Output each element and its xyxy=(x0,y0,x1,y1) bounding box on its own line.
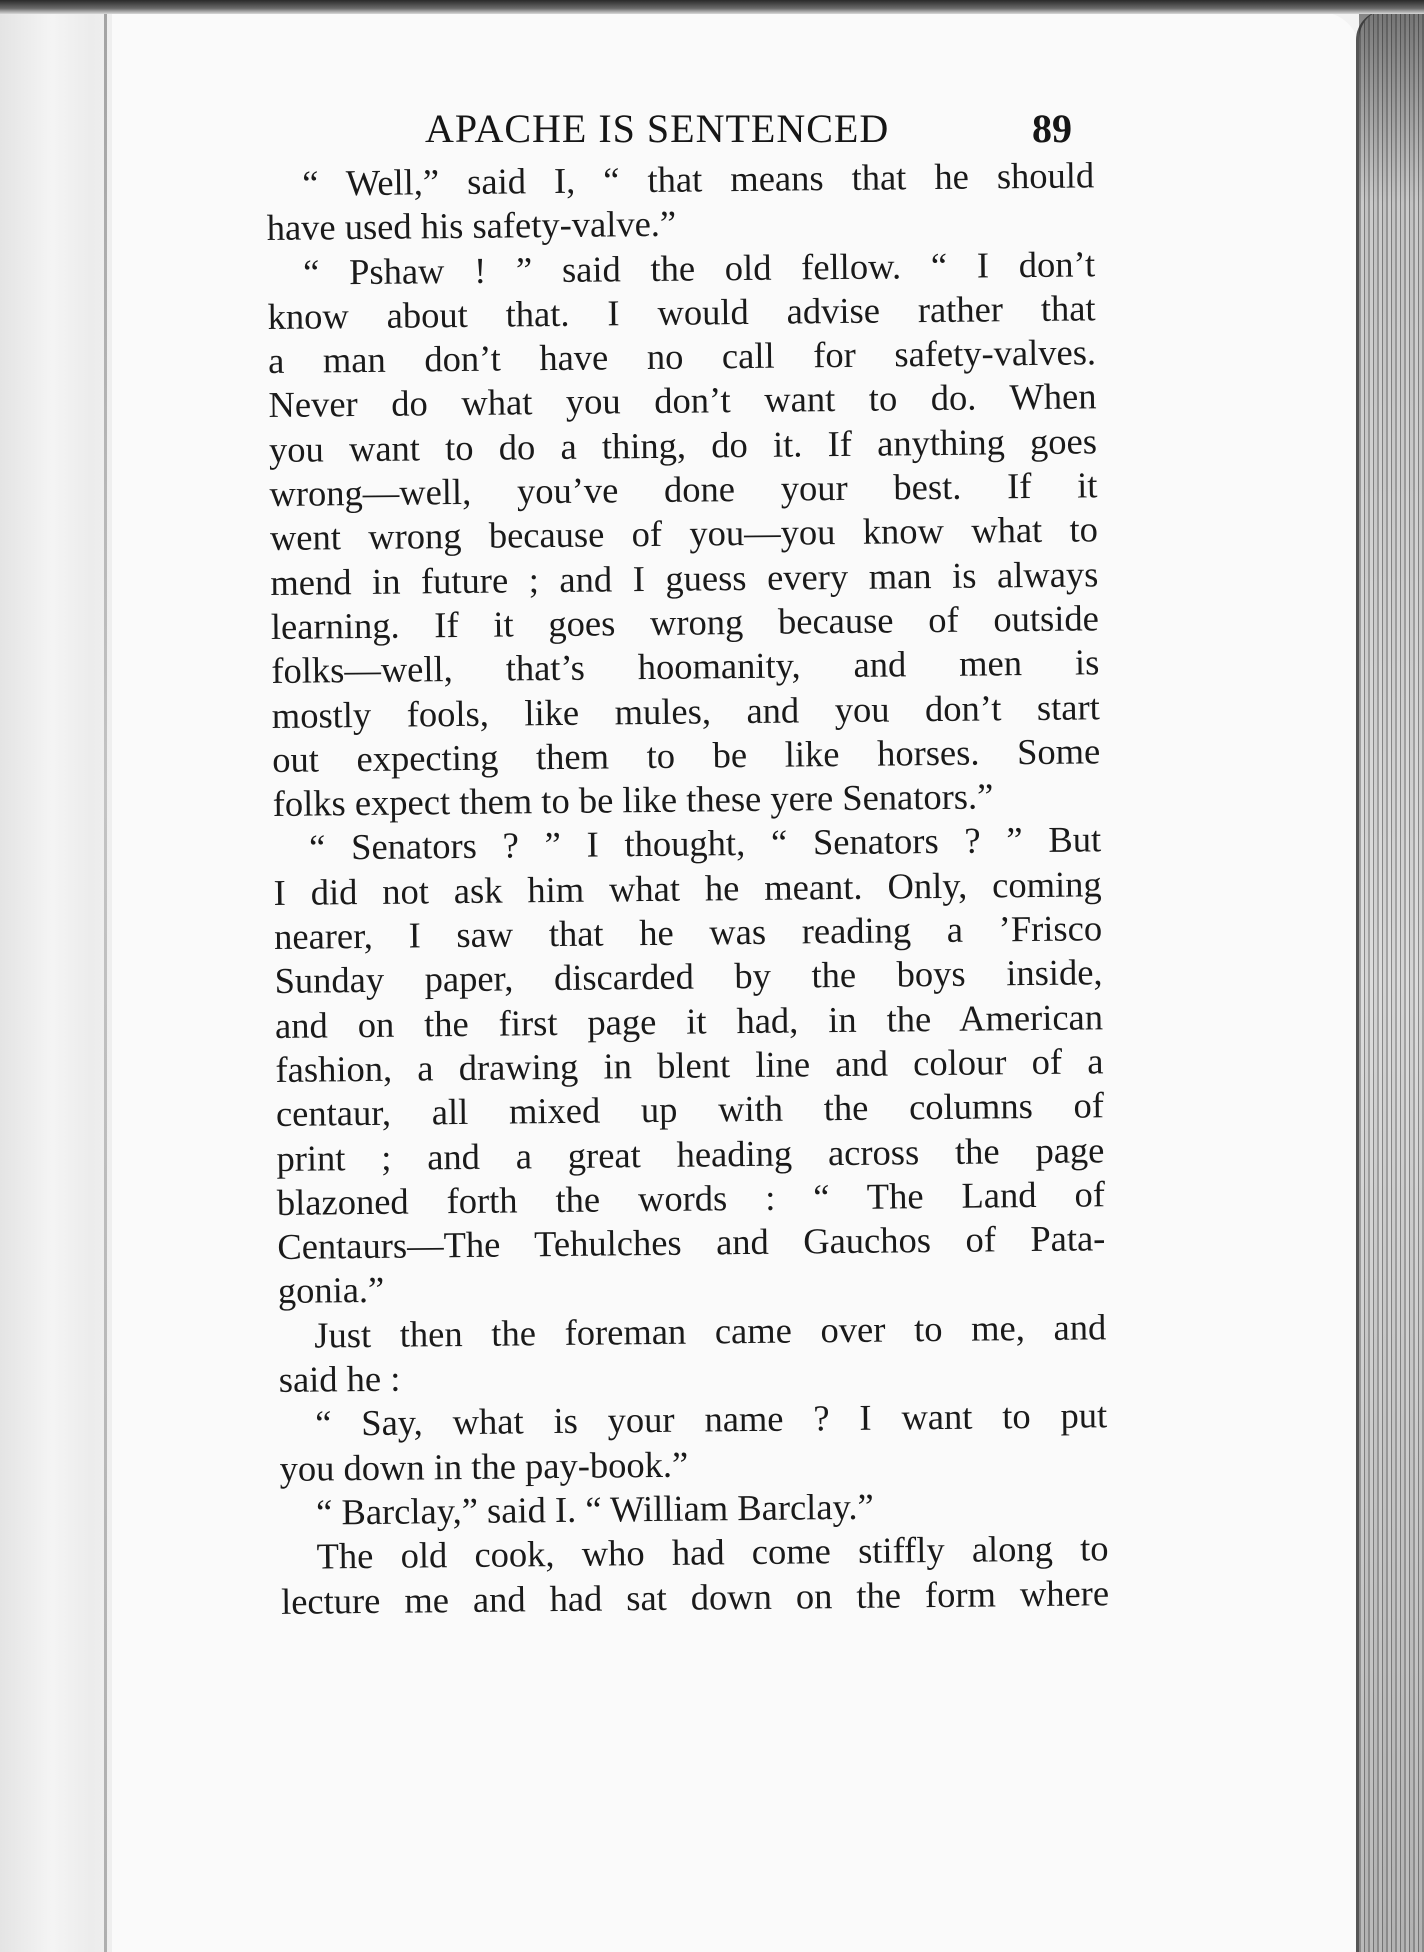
text-line: said he : xyxy=(278,1357,401,1400)
scan-top-shadow xyxy=(0,0,1424,14)
text-line: know about that. I would advise rather that xyxy=(267,287,1096,337)
text-line: I did not ask him what he meant. Only, coming xyxy=(273,863,1102,913)
text-line: and on the first page it had, in the American xyxy=(274,995,1104,1046)
text-line: centaur, all mixed up with the columns of xyxy=(275,1084,1105,1135)
text-line: you want to do a thing, do it. If anything goes xyxy=(268,420,1098,470)
text-line: “ Pshaw ! ” said the old fellow. “ I don’t xyxy=(302,242,1096,293)
text-line: The old cook, who had come stiffly along to xyxy=(316,1527,1109,1577)
body-text xyxy=(266,153,1109,1623)
text-line: “ Senators ? ” I thought, “ Senators ? ” But xyxy=(308,818,1102,869)
book-gutter xyxy=(0,0,130,1952)
page-number: 89 xyxy=(1032,106,1072,151)
text-line: mostly fools, like mules, and you don’t start xyxy=(271,685,1100,736)
text-line: fashion, a drawing in blent line and colour of a xyxy=(275,1040,1104,1090)
text-line: you down in the pay-book.” xyxy=(279,1443,689,1489)
text-line: Sunday paper, discarded by the boys inside, xyxy=(274,951,1103,1002)
text-line: out expecting them to be like horses. Some xyxy=(272,730,1101,780)
text-line: went wrong because of you—you know what to xyxy=(269,508,1099,559)
text-line: Just then the foreman came over to me, and xyxy=(314,1305,1107,1356)
text-line: learning. If it goes wrong because of outside xyxy=(270,597,1100,647)
text-line: folks—well, that’s hoomanity, and men is xyxy=(271,641,1100,692)
text-line: lecture me and had sat down on the form where xyxy=(280,1571,1110,1622)
text-line: mend in future ; and I guess every man is always xyxy=(270,552,1099,603)
text-line: “ Say, what is your name ? I want to put xyxy=(314,1394,1108,1444)
page-edges xyxy=(1356,10,1424,1952)
text-line: wrong—well, you’ve done your best. If it xyxy=(269,464,1098,515)
text-line: Never do what you don’t want to do. When xyxy=(268,375,1097,426)
text-line: “ Barclay,” said I. “ William Barclay.” xyxy=(315,1485,874,1533)
text-line: blazoned forth the words : “ The Land of xyxy=(276,1173,1106,1223)
text-line: a man don’t have no call for safety-valves. xyxy=(267,331,1097,382)
binding-crease xyxy=(104,10,107,1952)
text-line: gonia.” xyxy=(277,1269,385,1312)
text-line: have used his safety-valve.” xyxy=(266,203,677,249)
running-header: APACHE IS SENTENCED xyxy=(425,106,890,151)
text-line: “ Well,” said I, “ that means that he should xyxy=(302,154,1095,204)
text-line: nearer, I saw that he was reading a ’Frisco xyxy=(273,907,1103,958)
text-line: print ; and a great heading across the page xyxy=(276,1128,1105,1179)
text-line: folks expect them to be like these yere Senators.” xyxy=(272,775,994,825)
text-line: Centaurs—The Tehulches and Gauchos of Pata- xyxy=(277,1217,1106,1268)
